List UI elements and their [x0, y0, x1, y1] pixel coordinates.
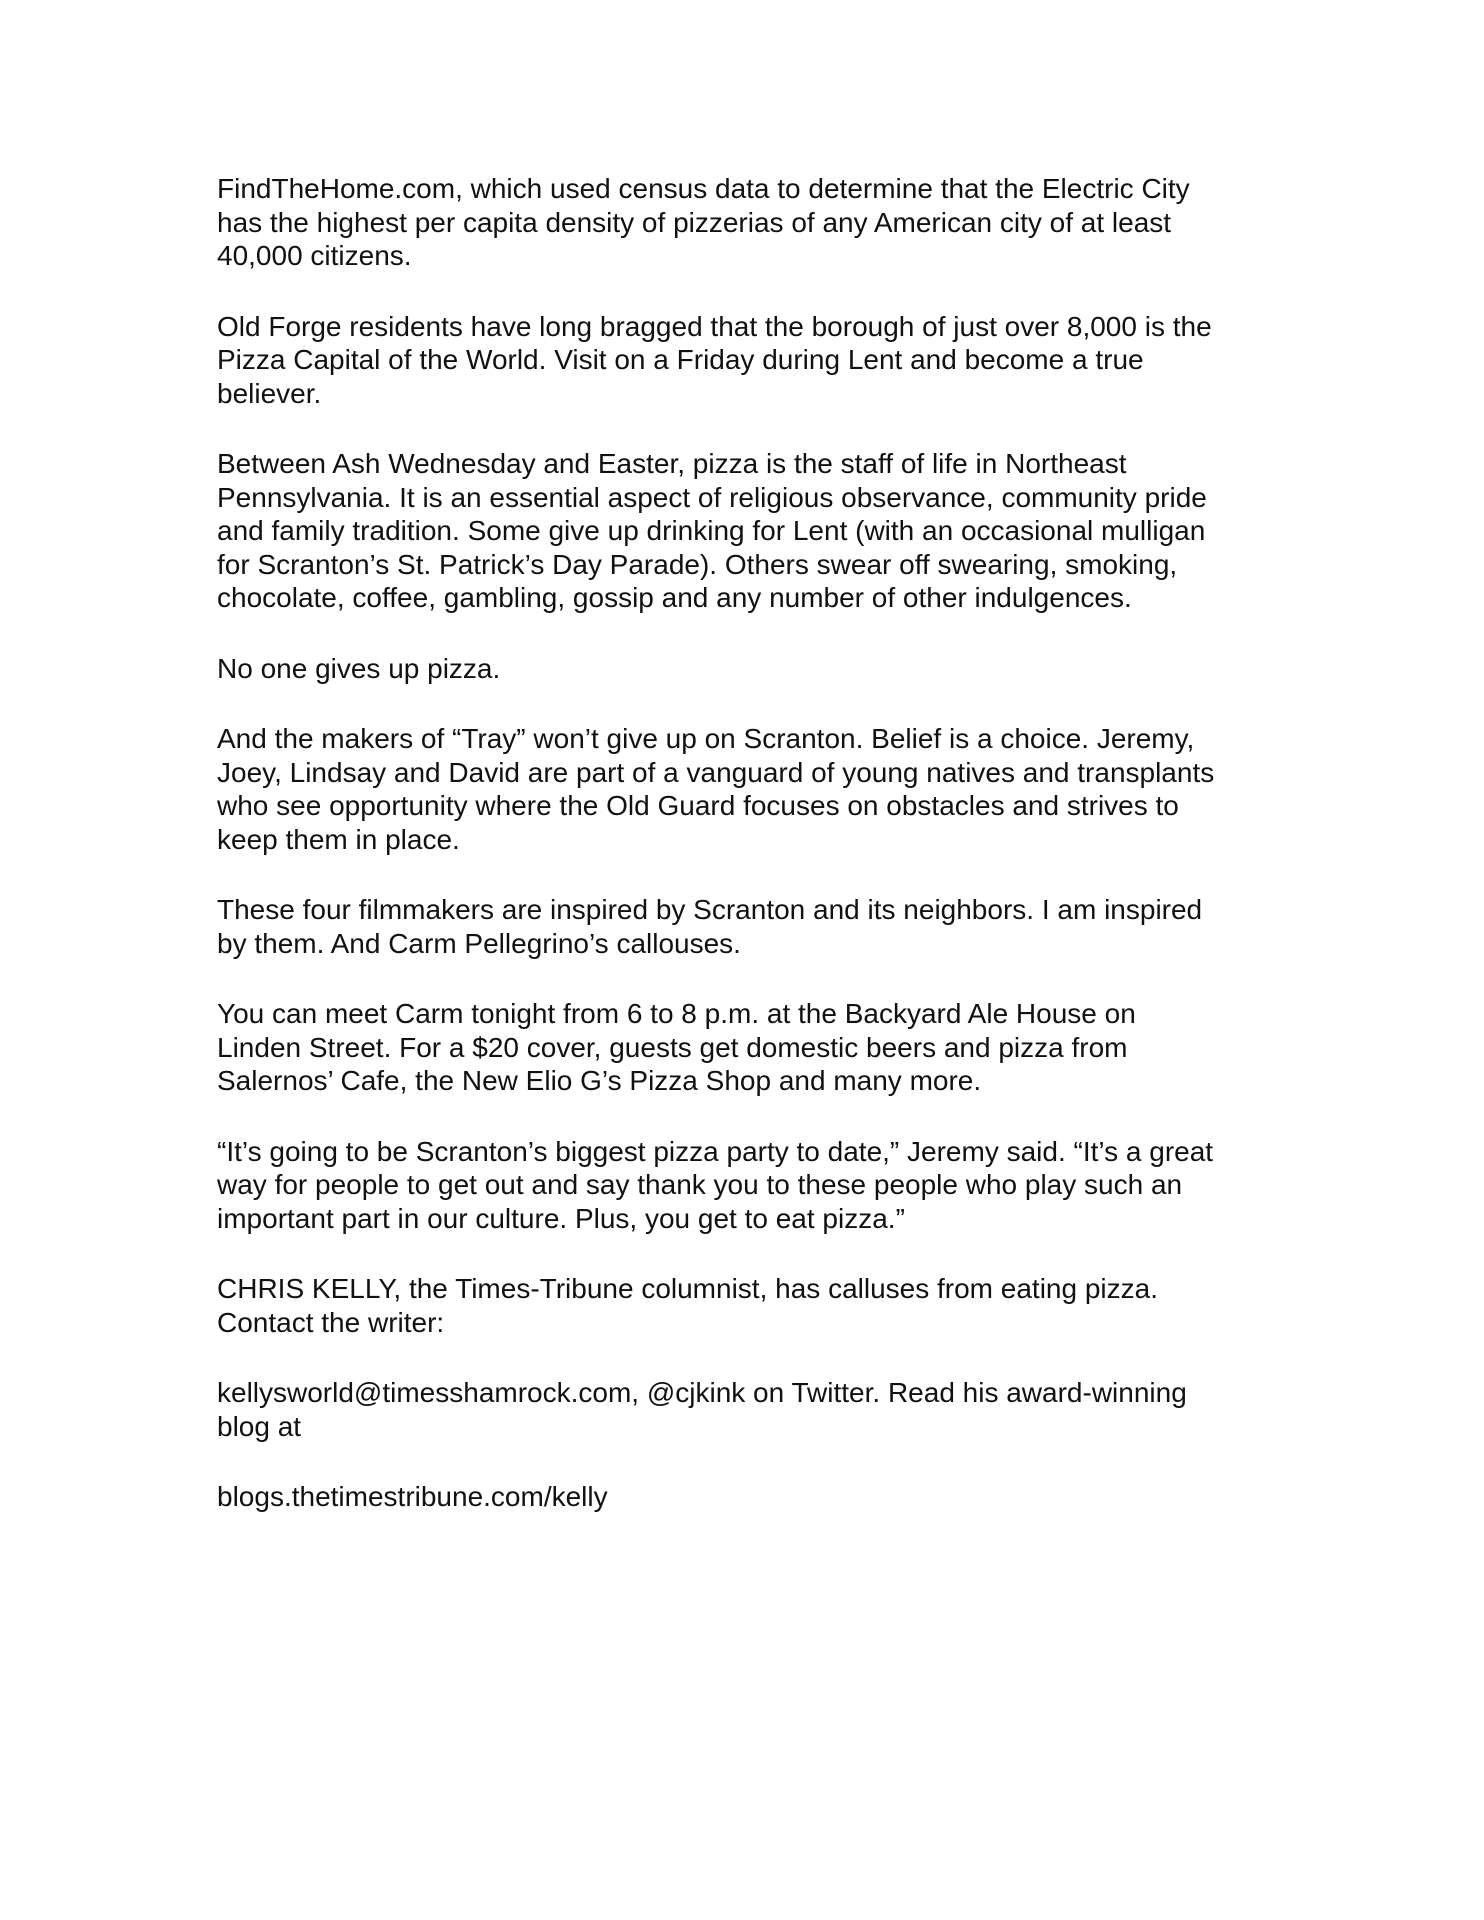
paragraph-contact: kellysworld@timesshamrock.com, @cjkink on Twitter. Read his award-winning blog at: [217, 1377, 1187, 1442]
paragraph-author-bio: CHRIS KELLY, the Times-Tribune columnist, has calluses from eating pizza. Contact the writer:: [217, 1273, 1158, 1338]
paragraph-quote: “It’s going to be Scranton’s biggest pizza party to date,” Jeremy said. “It’s a great way for people to get out and say thank you to these people who play such an important part in our culture. Plus, you get to eat pizza.”: [217, 1135, 1214, 1234]
article-body: [217, 172, 1277, 1551]
paragraph-lent: Between Ash Wednesday and Easter, pizza is the staff of life in Northeast Pennsylvania. It is an essential aspect of religious observance, community pride and family tradition. Some give up drinking for Lent (with an occasional mulligan for Scranton’s St. Patrick’s Day Parade). Others swear off swearing, smoking, chocolate, coffee, gambling, gossip and any number of other indulgences.: [217, 448, 1207, 613]
paragraph-blog-url: blogs.thetimestribune.com/kelly: [217, 1481, 608, 1512]
paragraph-findthehome: FindTheHome.com, which used census data to determine that the Electric City has the highest per capita density of pizzerias of any American city of at least 40,000 citizens.: [217, 173, 1190, 271]
paragraph-old-forge: Old Forge residents have long bragged that the borough of just over 8,000 is the Pizza Capital of the World. Visit on a Friday during Lent and become a true believer.: [217, 310, 1212, 409]
paragraph-tray-makers: And the makers of “Tray” won’t give up on Scranton. Belief is a choice. Jeremy, Joey, Lindsay and David are part of a vanguard of young natives and transplants who see opportunity where the Old Guard focuses on obstacles and strives to keep them in place.: [217, 723, 1215, 855]
paragraph-filmmakers: These four filmmakers are inspired by Scranton and its neighbors. I am inspired by them. And Carm Pellegrino’s callouses.: [217, 894, 1203, 959]
paragraph-no-one-gives-up: No one gives up pizza.: [217, 652, 501, 684]
paragraph-meet-carm: You can meet Carm tonight from 6 to 8 p.m. at the Backyard Ale House on Linden Street. For a $20 cover, guests get domestic beers and pizza from Salernos’ Cafe, the New Elio G’s Pizza Shop and many more.: [217, 998, 1136, 1096]
